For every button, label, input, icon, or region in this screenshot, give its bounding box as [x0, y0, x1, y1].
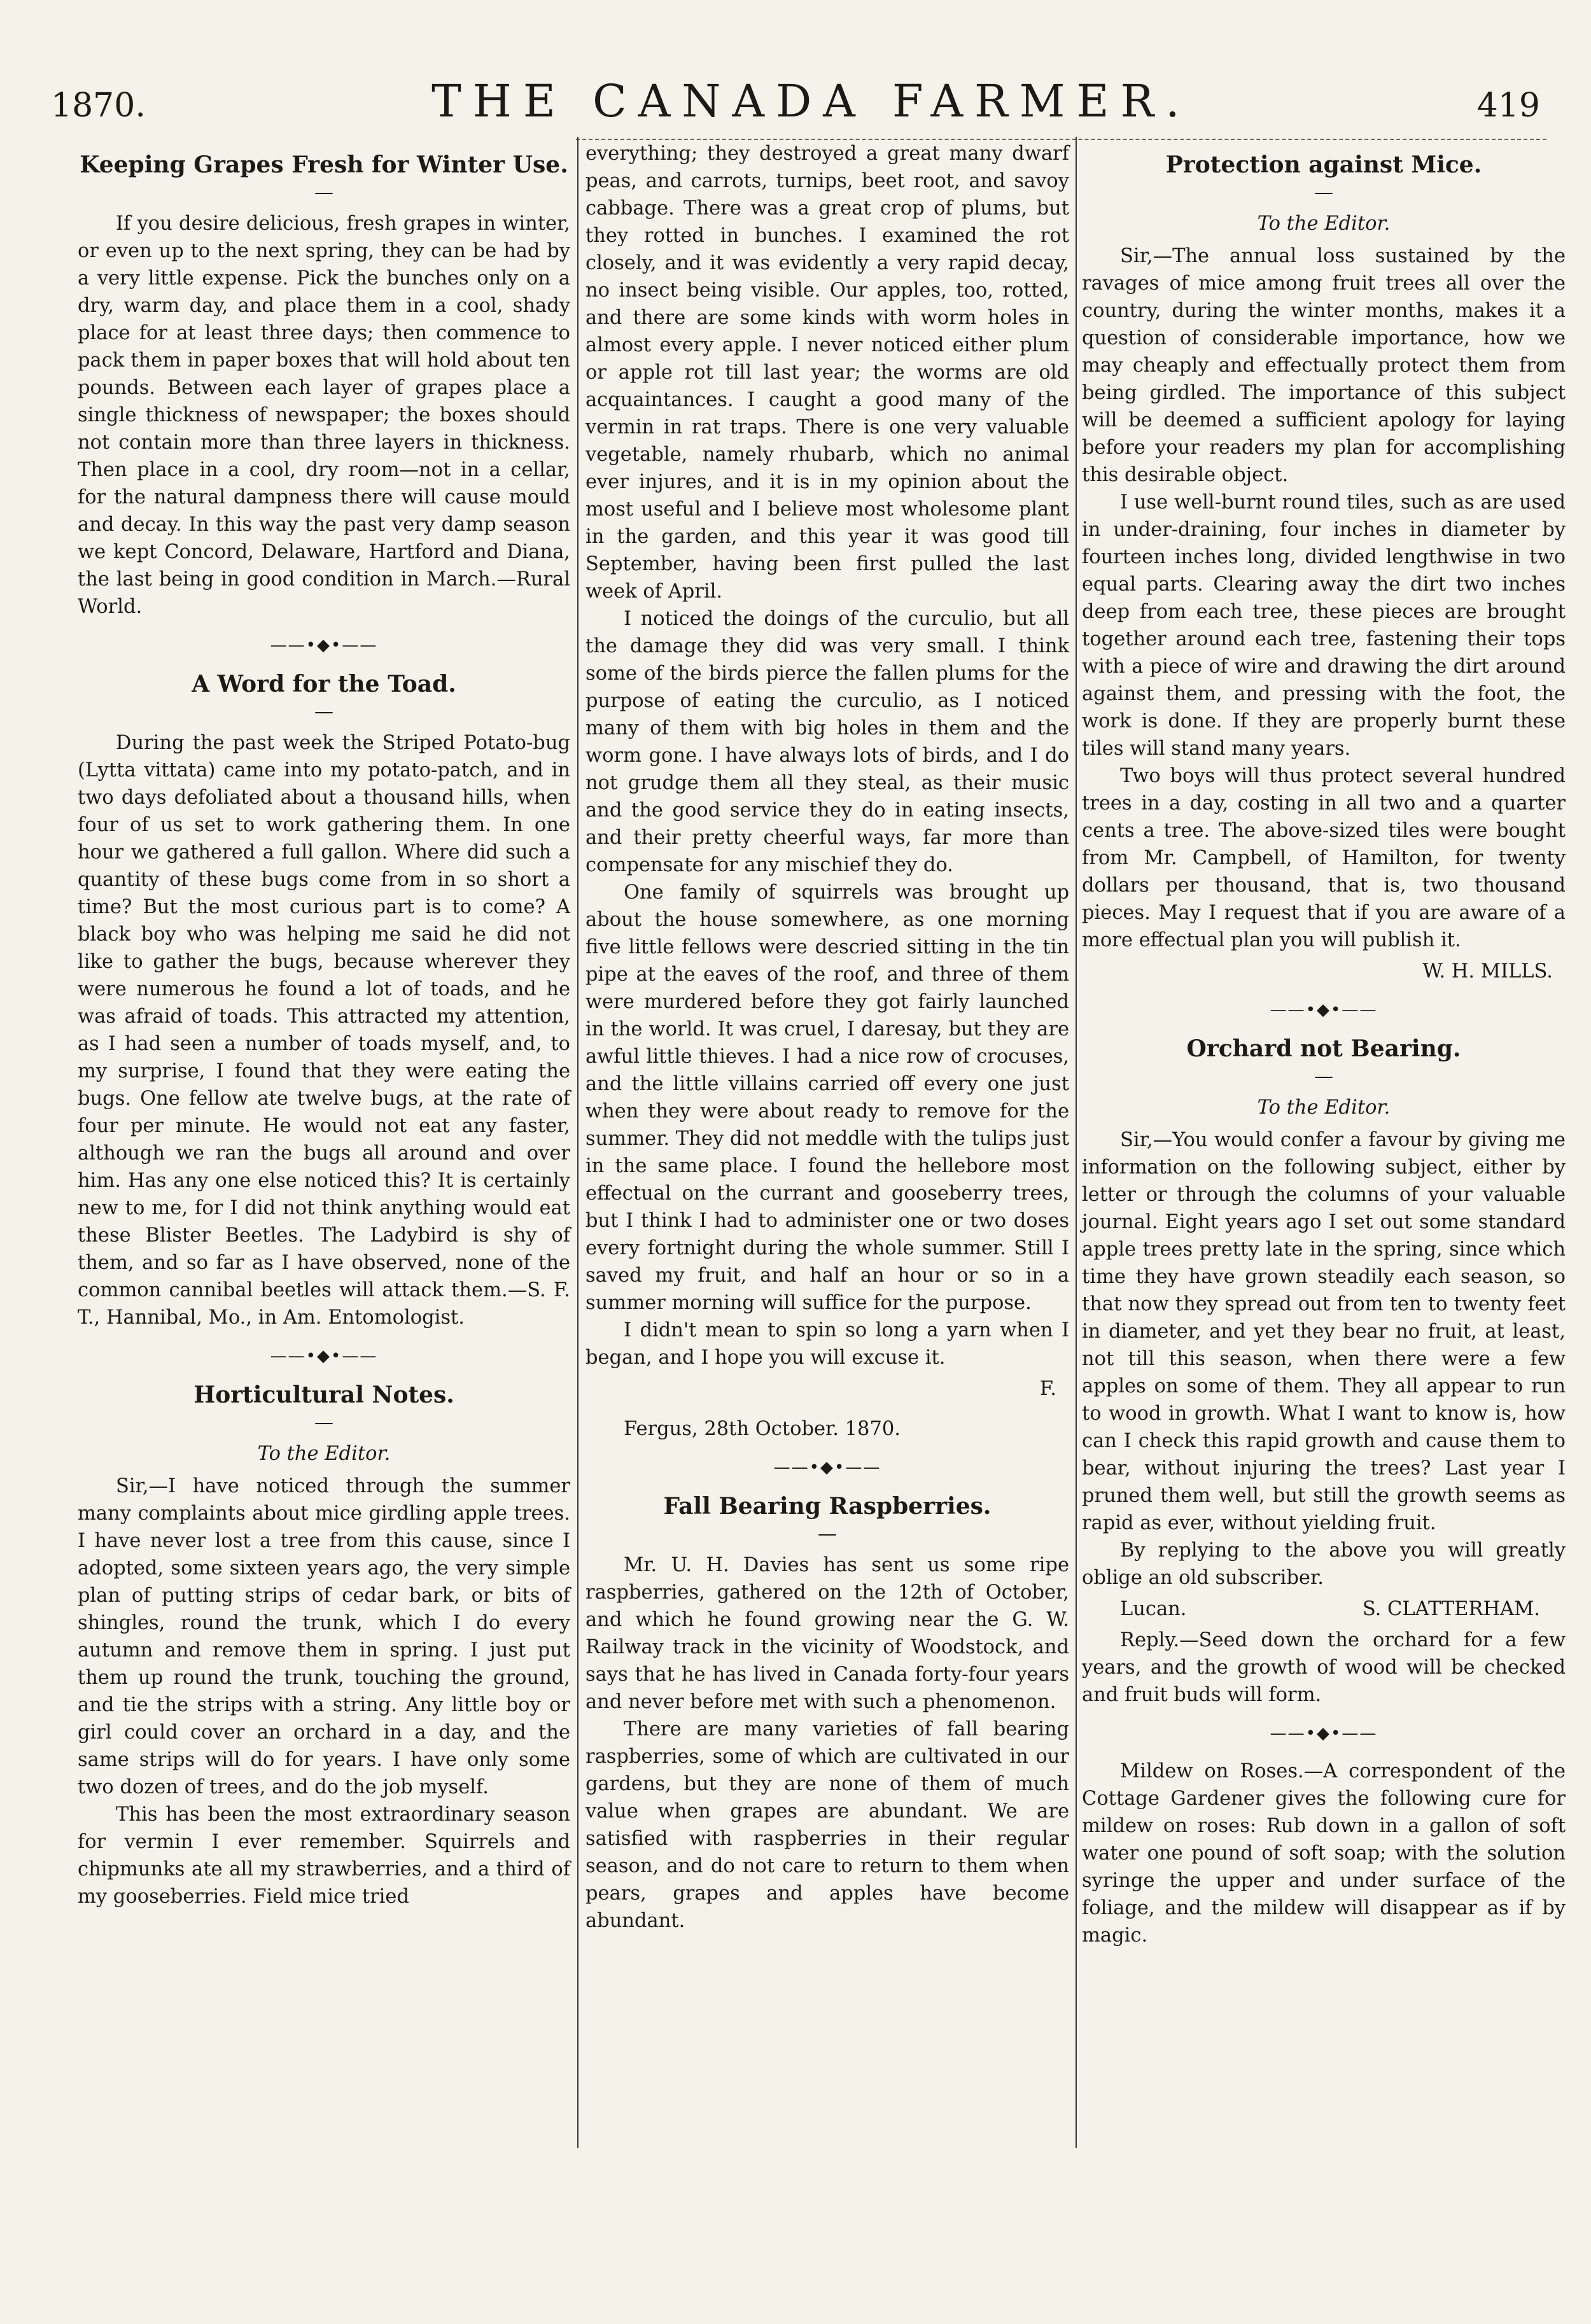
title-dash: —	[314, 701, 333, 723]
article-paragraph: This has been the most extraordinary season for vermin I ever remember. Squirrels and chipmunks ate all my strawberries, and a third of my gooseberries. Field mice tried	[78, 1803, 570, 1908]
title-dash: —	[314, 181, 333, 204]
title-dash: —	[1314, 1065, 1333, 1088]
page-number: 419	[1476, 87, 1540, 125]
dateline: Fergus, 28th October. 1870.	[624, 1418, 901, 1440]
letter-signature: F.	[1039, 1378, 1056, 1400]
column-divider	[577, 137, 578, 2148]
article-title: Keeping Grapes Fresh for Winter Use.	[80, 151, 568, 178]
column-1	[78, 140, 570, 1910]
article-title: Protection against Mice.	[1165, 151, 1482, 178]
article-paragraph: I use well-burnt round tiles, such as are used in under-draining, four inches in diameter by fourteen inches long, divided lengthwise in two equal parts. Clearing away the dirt two inches deep from each tree, these pieces are brought together around each tree, fastening their tops with a piece of wire and drawing the dirt around against them, and pressing with the foot, the work is done. If they are properly burnt these tiles will stand many years.	[1082, 491, 1566, 760]
article-paragraph: Mr. U. H. Davies has sent us some ripe raspberries, gathered on the 12th of October, and which he found growing near the G. W. Railway track in the vicinity of Woodstock, and says that he has lived in Canada forty-four years and never before met with such a phenomenon.	[585, 1554, 1069, 1713]
to-editor-line: To the Editor.	[1257, 1096, 1391, 1119]
article-title: Orchard not Bearing.	[1186, 1035, 1461, 1062]
issue-year: 1870.	[51, 87, 146, 125]
column-2	[585, 140, 1069, 1935]
article-title: Fall Bearing Raspberries.	[663, 1493, 992, 1520]
article-paragraph: I noticed the doings of the curculio, but all the damage they did was very small. I think some of the birds pierce the fallen plums for the purpose of eating the curculio, as I noticed many of them with big holes in them and the worm gone. I have always lots of birds, and I do not grudge them all they steal, as their music and the good service they do in eating insects, and their pretty cheerful ways, far more than compensate for any mischief they do.	[585, 608, 1069, 876]
article-paragraph: There are many varieties of fall bearing raspberries, some of which are cultivated in our gardens, but they are none of them of much value when grapes are abundant. We are satisfied with raspberries in their regular season, and do not care to return to them when pears, grapes and apples have become abundant.	[585, 1718, 1069, 1932]
article-paragraph: Mildew on Roses.—A correspondent of the Cottage Gardener gives the following cure for mildew on roses: Rub down in a gallon of soft water one pound of soft soap; with the solution syringe the upper and under surface of the foliage, and the mildew will disappear as if by magic.	[1082, 1760, 1566, 1947]
section-ornament: ——•◆•——	[1270, 1000, 1378, 1019]
article-body: During the past week the Striped Potato-bug (Lytta vittata) came into my potato-patch, and in two days defoliated about a thousand hills, when four of us set to work gathering them. In one hour we gathered a full gallon. Where did such a quantity of these bugs come from in so short a time? But the most curious part is to come? A black boy who was helping me said he did not like to gather the bugs, because wherever they were numerous he found a lot of toads, and he was afraid of toads. This attracted my attention, as I had seen a number of toads myself, and, to my surprise, I found that they were eating the bugs. One fellow ate twelve bugs, at the rate of four per minute. He would not eat any faster, although we ran the bugs all around and over him. Has any one else noticed this? It is certainly new to me, for I did not think anything would eat these Blister Beetles. The Ladybird is shy of them, and so far as I have observed, none of the common cannibal beetles will attack them.—S. F. T., Hannibal, Mo., in Am. Entomologist.	[78, 732, 570, 1329]
letter-place: Lucan.	[1120, 1598, 1187, 1620]
newspaper-title: THE CANADA FARMER.	[431, 75, 1191, 127]
article-paragraph: everything; they destroyed a great many dwarf peas, and carrots, turnips, beet root, and savoy cabbage. There was a great crop of plums, but they rotted in bunches. I examined the rot closely, and it was evidently a very rapid decay, no insect being visible. Our apples, too, rotted, and there are some kinds with worm holes in almost every apple. I never noticed either plum or apple rot till last year; the worms are old acquaintances. I caught a good many of the vermin in rat traps. There is one very valuable vegetable, namely rhubarb, which no animal ever injures, and it is in my opinion about the most useful and I believe most wholesome plant in the garden, and this year it was good till September, having been first pulled the last week of April.	[585, 143, 1069, 603]
section-ornament: ——•◆•——	[773, 1458, 881, 1477]
article-paragraph: Sir,—The annual loss sustained by the ravages of mice among fruit trees all over the country, during the winter months, makes it a question of considerable importance, how we may cheaply and effectually protect them from being girdled. The importance of this subject will be deemed a sufficient apology for laying before your readers my plan for accomplishing this desirable object.	[1082, 245, 1566, 486]
column-divider	[1076, 137, 1077, 2148]
letter-signature: S. CLATTERHAM.	[1362, 1598, 1540, 1620]
section-ornament: ——•◆•——	[1270, 1724, 1378, 1743]
to-editor-line: To the Editor.	[1257, 213, 1391, 235]
article-paragraph: Sir,—You would confer a favour by giving me information on the following subject, either by letter or through the columns of your valuable journal. Eight years ago I set out some standard apple trees pretty late in the spring, since which time they have grown steadily each season, so that now they spread out from ten to twenty feet in diameter, and yet they bear no fruit, at least, not till this season, when there were a few apples on some of them. They all appear to run to wood in growth. What I want to know is, how can I check this rapid growth and cause them to bear, without injuring the trees? Last year I pruned them well, but still the growth seems as rapid as ever, without yielding fruit.	[1082, 1129, 1566, 1534]
section-ornament: ——•◆•——	[270, 1347, 378, 1366]
signature-row	[1120, 1595, 1566, 1623]
title-dash: —	[818, 1523, 837, 1545]
article-paragraph: One family of squirrels was brought up about the house somewhere, as one morning five little fellows were descried sitting in the tin pipe at the eaves of the roof, and three of them were murdered before they got fairly launched in the world. It was cruel, I daresay, but they are awful little thieves. I had a nice row of crocuses, and the little villains carried off every one just when they were about ready to remove for the summer. They did not meddle with the tulips just in the same place. I found the hellebore most effectual on the currant and gooseberry trees, but I think I had to administer one or two doses every fortnight during the whole summer. Still I saved my fruit, and half an hour or so in a summer morning will suffice for the purpose.	[585, 881, 1069, 1314]
title-dash: —	[1314, 181, 1333, 204]
to-editor-line: To the Editor.	[257, 1443, 391, 1465]
article-title: Horticultural Notes.	[193, 1382, 454, 1408]
article-paragraph: By replying to the above you will greatly oblige an old subscriber.	[1082, 1539, 1566, 1589]
section-ornament: ——•◆•——	[270, 636, 378, 655]
article-paragraph: I didn't mean to spin so long a yarn when I began, and I hope you will excuse it.	[585, 1319, 1069, 1369]
column-3	[1082, 140, 1566, 1949]
article-body: If you desire delicious, fresh grapes in winter, or even up to the next spring, they can be had by a very little expense. Pick the bunches only on a dry, warm day, and place them in a cool, shady place for at least three days; then commence to pack them in paper boxes that will hold about ten pounds. Between each layer of grapes place a single thickness of newspaper; the boxes should not contain more than three layers in thickness. Then place in a cool, dry room—not in a cellar, for the natural dampness there will cause mould and decay. In this way the past very damp season we kept Concord, Delaware, Hartford and Diana, the last being in good condition in March.—Rural World.	[78, 213, 570, 618]
masthead	[51, 75, 1540, 132]
article-title: A Word for the Toad.	[192, 671, 456, 697]
article-paragraph: Sir,—I have noticed through the summer many complaints about mice girdling apple trees. I have never lost a tree from this cause, since I adopted, some sixteen years ago, the very simple plan of putting strips of cedar bark, or bits of shingles, round the trunk, which I do every autumn and remove them in spring. I just put them up round the trunk, touching the ground, and tie the strips with a string. Any little boy or girl could cover an orchard in a day, and the same strips will do for years. I have only some two dozen of trees, and do the job myself.	[78, 1475, 570, 1798]
letter-signature: W. H. MILLS.	[1422, 960, 1553, 983]
title-dash: —	[314, 1411, 333, 1434]
editor-reply: Reply.—Seed down the orchard for a few years, and the growth of wood will be checked and fruit buds will form.	[1082, 1629, 1566, 1706]
article-paragraph: Two boys will thus protect several hundred trees in a day, costing in all two and a quarter cents a tree. The above-sized tiles were bought from Mr. Campbell, of Hamilton, for twenty dollars per thousand, that is, two thousand pieces. May I request that if you are aware of a more effectual plan you will publish it.	[1082, 765, 1566, 951]
